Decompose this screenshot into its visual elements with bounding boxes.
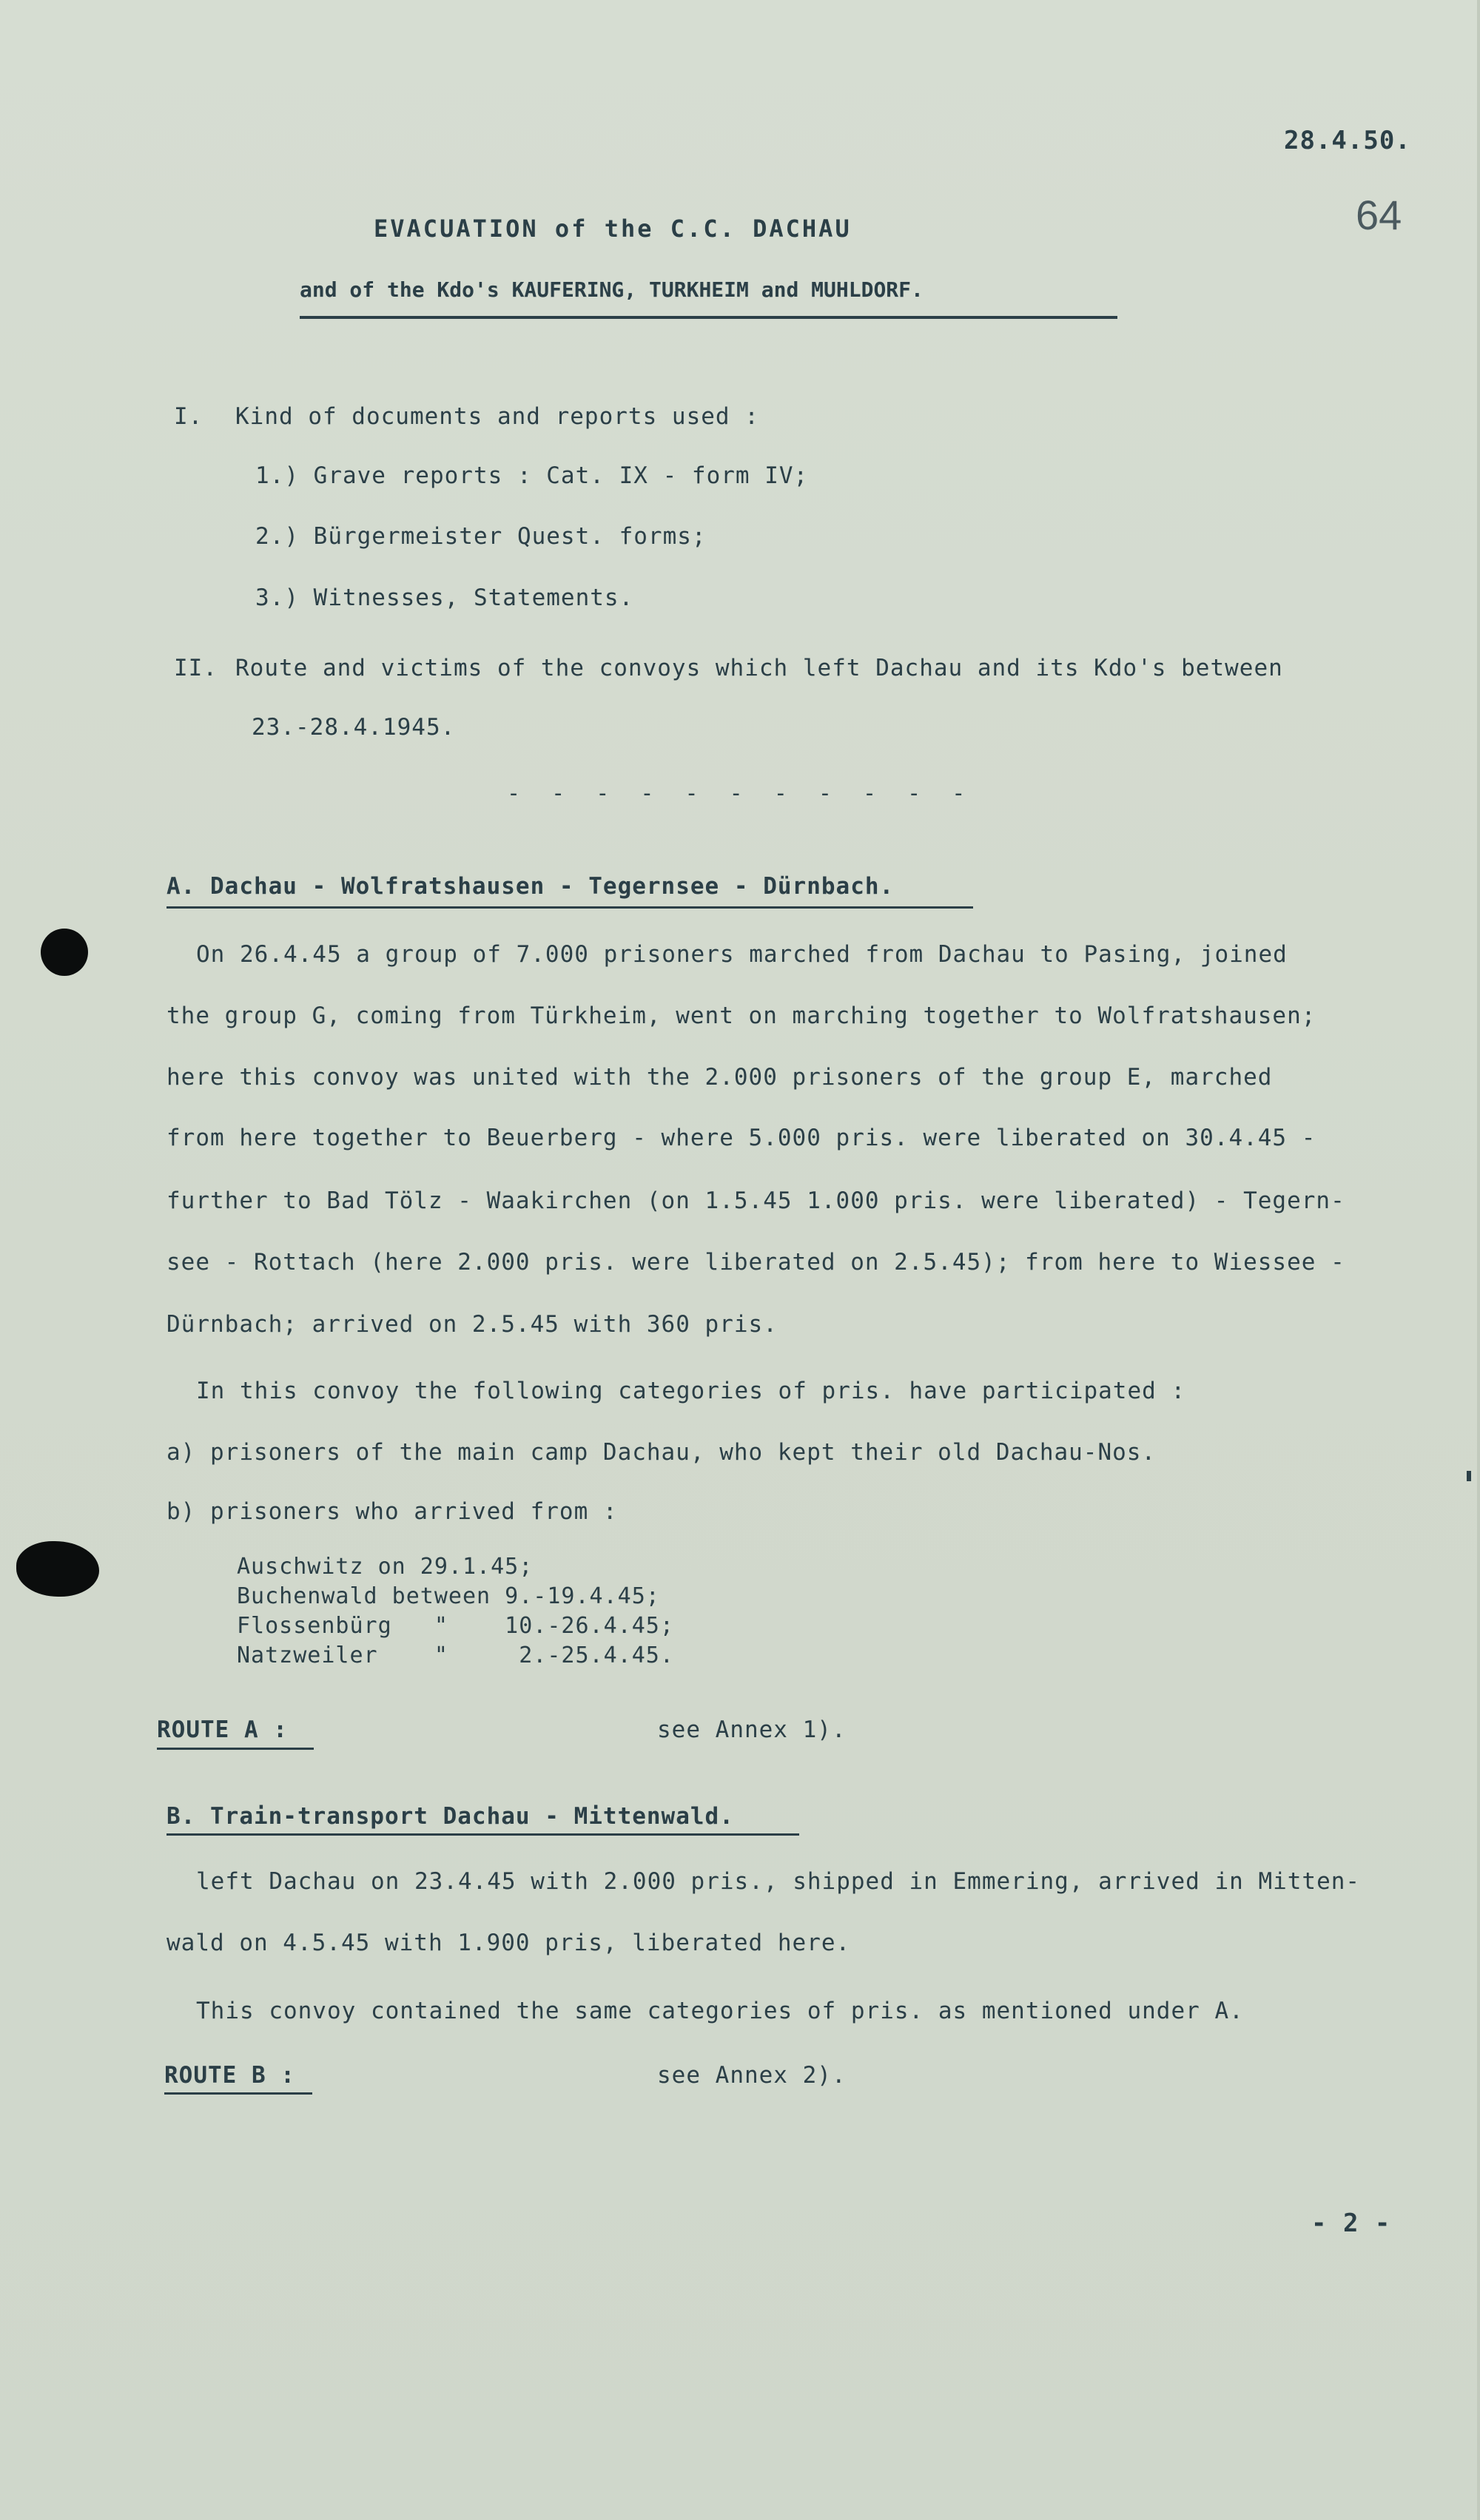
section-i-label: I. (174, 403, 204, 430)
route-b-underline (164, 2092, 312, 2095)
section-b-para-line: wald on 4.5.45 with 1.900 pris, liberated here. (166, 1930, 851, 1956)
section-b-heading: B. Train-transport Dachau - Mittenwald. (166, 1803, 734, 1830)
section-i-text: Kind of documents and reports used : (235, 403, 759, 430)
section-i-item: 1.) Grave reports : Cat. IX - form IV; (255, 462, 809, 489)
route-a-underline (157, 1748, 314, 1750)
section-a-para-line: further to Bad Tölz - Waakirchen (on 1.5.45 1.000 pris. were liberated) - Tegern- (166, 1187, 1345, 1214)
document-title: EVACUATION of the C.C. DACHAU (374, 215, 852, 243)
section-ii-label: II. (174, 655, 218, 681)
category-b: b) prisoners who arrived from : (166, 1498, 618, 1525)
document-subtitle: and of the Kdo's KAUFERING, TURKHEIM and MUHLDORF. (300, 277, 924, 302)
route-b-label: ROUTE B : (164, 2062, 295, 2089)
title-underline (300, 316, 1117, 319)
route-a-label: ROUTE A : (157, 1717, 288, 1743)
separator-line: - - - - - - - - - - - (507, 781, 975, 806)
section-i-item: 2.) Bürgermeister Quest. forms; (255, 523, 707, 550)
next-page-marker: - 2 - (1311, 2209, 1391, 2238)
section-a-heading: A. Dachau - Wolfratshausen - Tegernsee - Dürnbach. (166, 873, 895, 900)
section-a-para-line: Dürnbach; arrived on 2.5.45 with 360 pris. (166, 1311, 778, 1338)
handwritten-page-number: 64 (1356, 192, 1402, 238)
section-i-item: 3.) Witnesses, Statements. (255, 584, 634, 611)
section-b-contents: This convoy contained the same categories of pris. as mentioned under A. (196, 1998, 1244, 2024)
edge-mark (1467, 1471, 1471, 1481)
section-b-para-line: left Dachau on 23.4.45 with 2.000 pris., shipped in Emmering, arrived in Mitten- (196, 1868, 1361, 1895)
arrival-line: Flossenbürg " 10.-26.4.45; (237, 1613, 674, 1639)
section-ii-line: Route and victims of the convoys which left Dachau and its Kdo's between (235, 655, 1283, 681)
section-a-para-line: On 26.4.45 a group of 7.000 prisoners marched from Dachau to Pasing, joined (196, 941, 1288, 968)
section-ii-line: 23.-28.4.1945. (252, 714, 456, 741)
section-a-para-line: from here together to Beuerberg - where 5.000 pris. were liberated on 30.4.45 - (166, 1125, 1316, 1151)
section-a-underline (166, 906, 973, 909)
punch-hole (16, 1541, 99, 1597)
category-a: a) prisoners of the main camp Dachau, who kept their old Dachau-Nos. (166, 1439, 1157, 1466)
punch-hole (41, 929, 88, 976)
route-a-reference: see Annex 1). (657, 1717, 847, 1743)
section-a-para-line: see - Rottach (here 2.000 pris. were liberated on 2.5.45); from here to Wiessee - (166, 1249, 1345, 1276)
section-a-para-line: here this convoy was united with the 2.000 prisoners of the group E, marched (166, 1064, 1273, 1091)
arrival-line: Buchenwald between 9.-19.4.45; (237, 1583, 660, 1609)
arrival-line: Natzweiler " 2.-25.4.45. (237, 1643, 674, 1668)
route-b-reference: see Annex 2). (657, 2062, 847, 2089)
arrival-line: Auschwitz on 29.1.45; (237, 1554, 534, 1580)
categories-intro: In this convoy the following categories of pris. have participated : (196, 1378, 1186, 1404)
section-b-underline (166, 1833, 799, 1836)
section-a-para-line: the group G, coming from Türkheim, went on marching together to Wolfratshausen; (166, 1003, 1316, 1029)
document-date: 28.4.50. (1284, 126, 1411, 155)
